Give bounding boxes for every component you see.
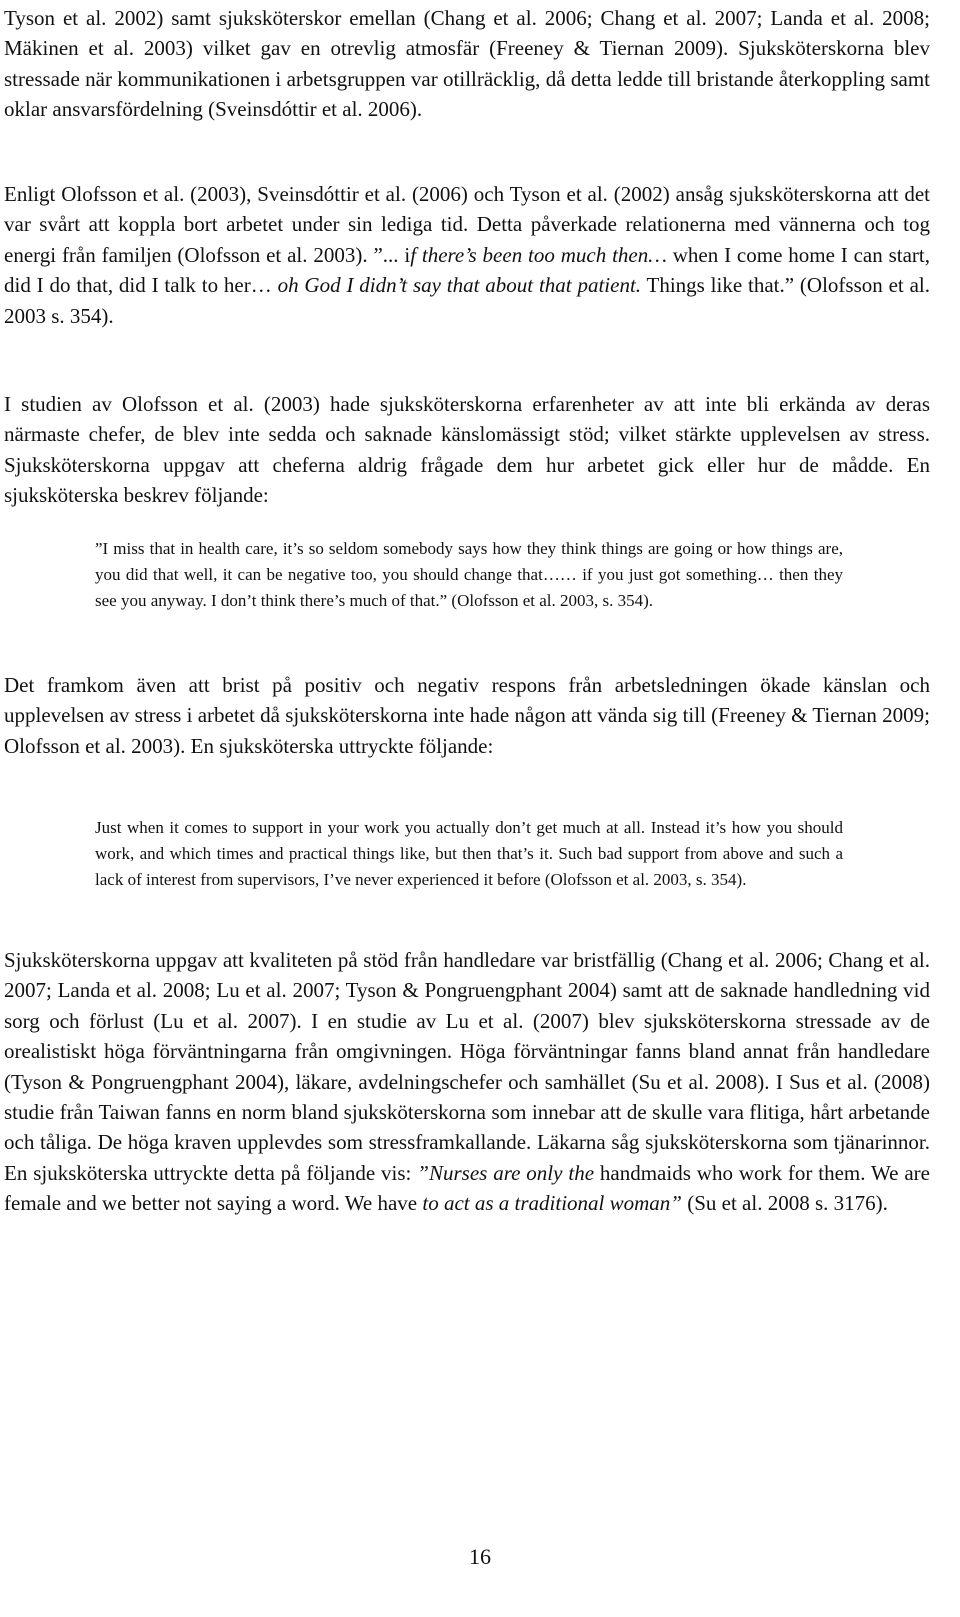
paragraph-5 xyxy=(4,945,930,1219)
page-number: 16 xyxy=(469,1544,491,1569)
paragraph-3: I studien av Olofsson et al. (2003) hade sjuksköterskorna erfarenheter av att inte bli erkända av deras närmaste chefer, de blev inte sedda och saknade känslomässigt stöd; vilket stärkte upplevelsen av stress. Sjuksköterskorna uppgav att cheferna aldrig frågade dem hur arbetet gick eller hur de mådde. En sjuksköterska beskrev följande: xyxy=(4,392,930,508)
paragraph-2-seg-3: oh God I didn’t say that about that patient. xyxy=(277,273,642,298)
paragraph-4: Det framkom även att brist på positiv och negativ respons från arbetsledningen ökade känslan och upplevelsen av stress i arbetet då sjuksköterskorna inte hade någon att vända sig till (Freeney & Tiernan 2009; Olofsson et al. 2003). En sjuksköterska uttryckte följande: xyxy=(4,673,930,758)
paragraph-2-seg-4: Things like that.” (Olofsson et al. 2003 s. 354). xyxy=(4,273,930,328)
paragraph-2-seg-0: Enligt Olofsson et al. (2003), Sveinsdóttir et al. (2006) och Tyson et al. (2002) ansåg sjuksköterskorna att det var svårt att koppla bort arbetet under sin lediga tid. Detta påverkade relationerna med vännerna och tog energi från familjen (Olofsson et al. 2003). ”... i xyxy=(4,182,930,267)
paragraph-5-seg-3: to act as a traditional woman” xyxy=(422,1191,682,1216)
paragraph-2-seg-2: when I come home I can start, did I do that, did I talk to her… xyxy=(4,242,930,298)
block-quote-1: ”I miss that in health care, it’s so seldom somebody says how they think things are going or how things are, you did that well, it can be negative too, you should change that…… if you just got something… then they see you anyway. I don’t think there’s much of that.” (Olofsson et al. 2003, s. 354). xyxy=(95,539,843,610)
paragraph-5-seg-0: Sjuksköterskorna uppgav att kvaliteten på stöd från handledare var bristfällig (Chang et al. 2006; Chang et al. 2007; Landa et al. 2008; Lu et al. 2007; Tyson & Pongruengphant 2004) samt att de saknade handledning vid sorg och förlust (Lu et al. 2007). I en studie av Lu et al. (2007) blev sjuksköterskorna stressade av de orealistiskt höga förväntningarna från omgivningen. Höga förväntningar fanns bland annat från handledare (Tyson & Pongruengphant 2004), läkare, avdelningschefer och samhället (Su et al. 2008). I Sus et al. (2008) studie från Taiwan fanns en norm bland sjuksköterskorna som innebar att de skulle vara flitiga, hårt arbetande och tåliga. De höga kraven upplevdes som stressframkallande. Läkarna såg sjuksköterskorna som tjänarinnor. En sjuksköterska uttryckte detta på följande vis: xyxy=(4,948,930,1185)
paragraph-2-seg-1: f there’s been too much then… xyxy=(410,242,673,267)
paragraph-1: Tyson et al. 2002) samt sjuksköterskor emellan (Chang et al. 2006; Chang et al. 2007; Landa et al. 2008; Mäkinen et al. 2003) vilket gav en otrevlig atmosfär (Freeney & Tiernan 2009). Sjuksköterskorna blev stressade när kommunikationen i arbetsgruppen var otillräcklig, då detta ledde till bristande återkoppling samt oklar ansvarsfördelning (Sveinsdóttir et al. 2006). xyxy=(4,6,930,122)
block-quote-2: Just when it comes to support in your work you actually don’t get much at all. Instead it’s how you should work, and which times and practical things like, but then that’s it. Such bad support from above and such a lack of interest from supervisors, I’ve never experienced it before (Olofsson et al. 2003, s. 354). xyxy=(95,818,843,889)
paragraph-2 xyxy=(4,179,930,331)
paragraph-5-seg-2: handmaids who work for them. We are female and we better not saying a word. We have xyxy=(4,1160,930,1216)
paragraph-5-seg-1: ”Nurses are only the xyxy=(417,1160,595,1185)
paragraph-5-seg-4: (Su et al. 2008 s. 3176). xyxy=(681,1191,888,1216)
